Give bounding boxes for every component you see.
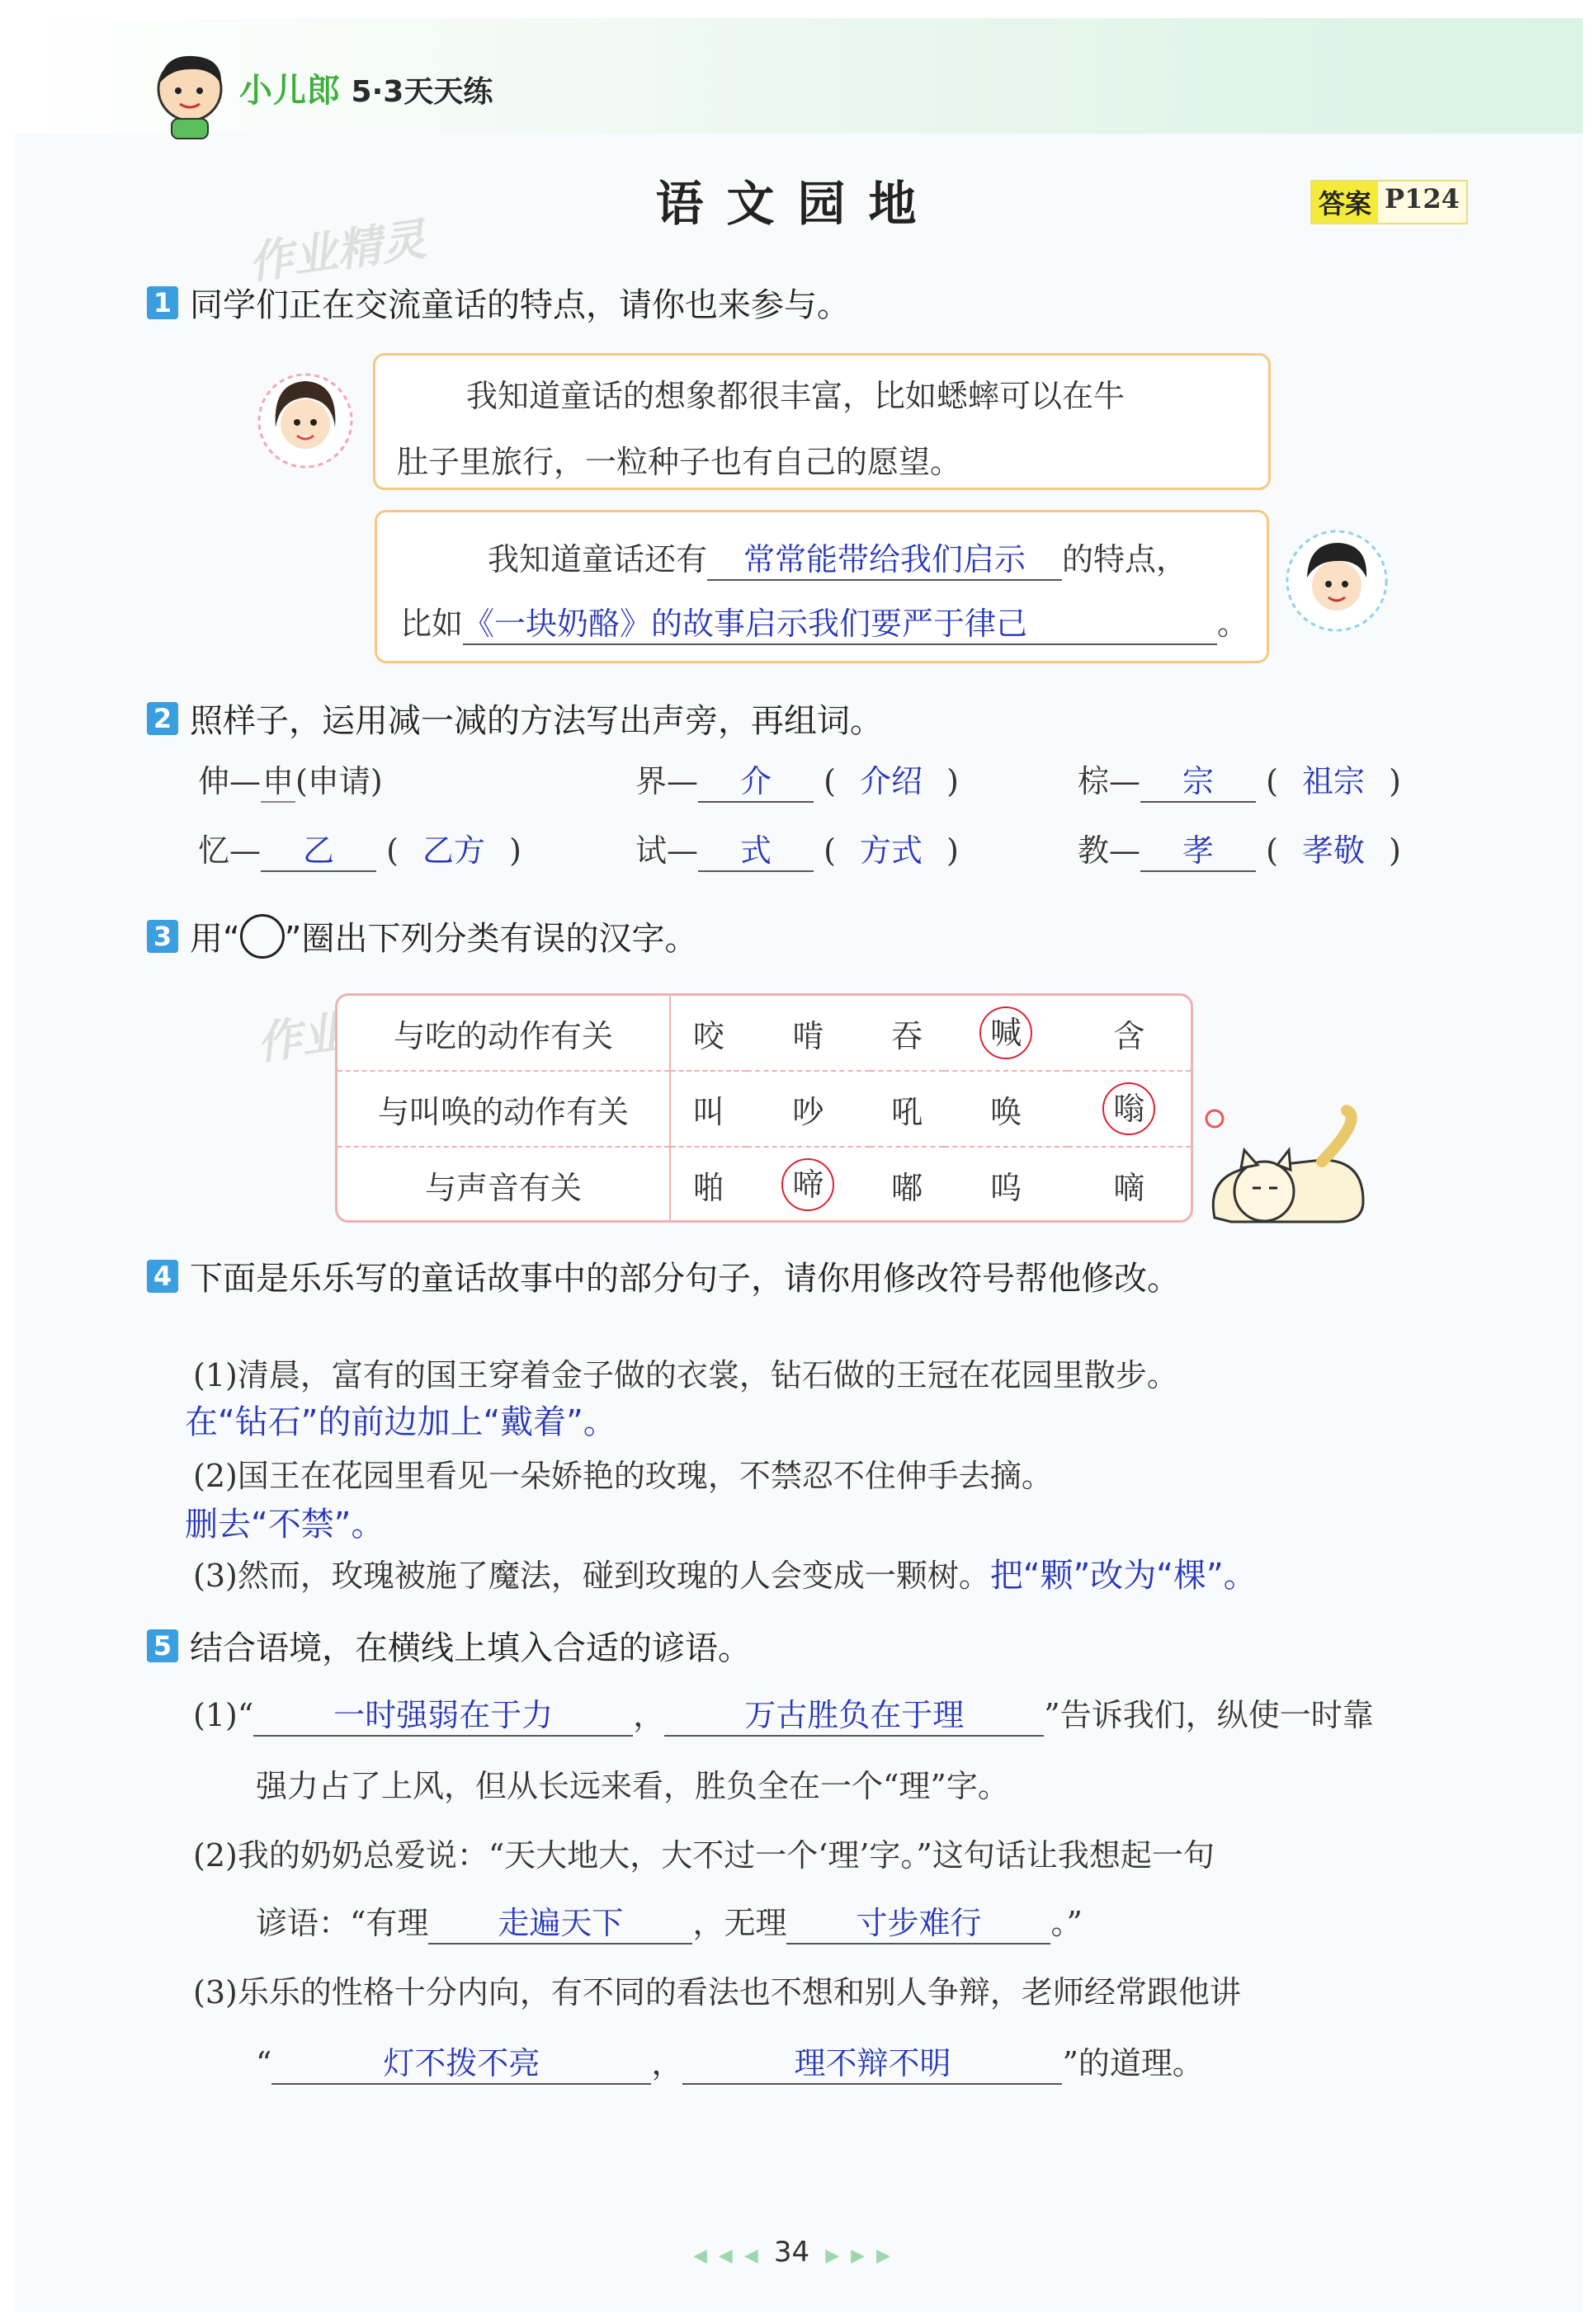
q4-sentence-2: (2)国王在花园里看见一朵娇艳的玫瑰，不禁忍不住伸手去摘。 xyxy=(193,1458,1053,1494)
q2-char: 棕 xyxy=(1078,763,1110,799)
q5-p2-line-2 xyxy=(256,1897,1083,1945)
q2-prompt: 照样子，运用减一减的方法写出声旁，再组词。 xyxy=(190,702,883,740)
q5-p3-answer-2[interactable]: 理不辩不明 xyxy=(682,2038,1062,2085)
watermark: 作业精灵 xyxy=(245,213,429,290)
category-cell: 与叫唤的动作有关 xyxy=(337,1071,670,1147)
boy-mid: 的特点， xyxy=(1062,541,1188,577)
q4-answer-3[interactable]: 把“颗”改为“棵”。 xyxy=(989,1557,1257,1595)
q5-p1-post: ”告诉我们，纵使一时靠 xyxy=(1044,1697,1374,1733)
q5-p1-line-1 xyxy=(193,1690,1374,1737)
q5-header xyxy=(147,1622,751,1669)
q2-sound: 申 xyxy=(261,756,295,803)
char-cell[interactable]: 呜 xyxy=(990,1169,1022,1206)
boy-end: 。 xyxy=(1217,606,1249,642)
answer-tag xyxy=(1310,180,1468,224)
q2-word-answer[interactable]: 乙方 xyxy=(422,832,485,869)
q2-char: 教 xyxy=(1078,832,1110,869)
q5-p2-post: 。” xyxy=(1050,1905,1083,1941)
char-cell[interactable]: 嘟 xyxy=(891,1169,923,1206)
q5-p3-line-1: (3)乐乐的性格十分内向，有不同的看法也不想和别人争辩，老师经常跟他讲 xyxy=(193,1974,1241,2011)
char-cell[interactable]: 啪 xyxy=(692,1169,724,1206)
q1-header xyxy=(147,279,850,326)
category-cell: 与吃的动作有关 xyxy=(337,996,670,1071)
char-cell[interactable]: 叫 xyxy=(692,1093,724,1130)
boy-line-2 xyxy=(400,598,1248,645)
q2-sound-answer[interactable]: 介 xyxy=(698,756,814,803)
q2-dash: — xyxy=(1109,832,1141,869)
q2-char: 忆 xyxy=(198,832,230,869)
q5-p3-answer-1[interactable]: 灯不拨不亮 xyxy=(271,2038,651,2085)
boy-answer-2[interactable]: 《一块奶酪》的故事启示我们要严于律己 xyxy=(463,598,1217,645)
q2-header xyxy=(147,695,883,742)
classification-table xyxy=(335,993,1193,1223)
char-cell[interactable]: 嘀 xyxy=(1113,1169,1145,1206)
q2-word: 申请 xyxy=(307,763,370,799)
boy-avatar-icon xyxy=(1284,528,1390,634)
char-cell[interactable]: 吼 xyxy=(891,1093,923,1130)
q2-word-answer[interactable]: 介绍 xyxy=(859,763,923,799)
q5-p2-answer-1[interactable]: 走遍天下 xyxy=(428,1897,692,1945)
table-row xyxy=(337,996,1191,1071)
q2-word-answer[interactable]: 祖宗 xyxy=(1301,763,1365,799)
page-footer xyxy=(0,2236,1595,2269)
boy-answer-1[interactable]: 常常能带给我们启示 xyxy=(707,534,1062,581)
char-cell[interactable]: 吵 xyxy=(792,1093,824,1130)
char-cell-circled[interactable] xyxy=(747,1147,870,1222)
q2-dash: — xyxy=(1109,763,1141,799)
q3-prompt-post: ”圈出下列分类有误的汉字。 xyxy=(284,920,698,958)
page-title: 语文园地 xyxy=(655,176,940,232)
q4-line-3 xyxy=(193,1549,1257,1596)
q2-sound-answer[interactable]: 式 xyxy=(698,825,814,872)
q5-p1-pre: (1)“ xyxy=(193,1697,254,1733)
q4-sentence-1: (1)清晨，富有的国王穿着金子做的衣裳，钻石做的王冠在花园里散步。 xyxy=(193,1357,1178,1393)
circled-char[interactable]: 啼 xyxy=(781,1158,834,1211)
char-cell[interactable]: 咬 xyxy=(692,1017,724,1054)
boy-pre: 我知道童话还有 xyxy=(488,541,708,577)
char-cell[interactable]: 含 xyxy=(1113,1017,1145,1054)
q2-item-1: 界— 介 ( 介绍 ) xyxy=(635,756,959,803)
q4-answer-2[interactable]: 删去“不禁”。 xyxy=(185,1506,385,1544)
q2-word-answer[interactable]: 孝敬 xyxy=(1301,832,1365,869)
q4-number: 4 xyxy=(147,1260,178,1293)
category-cell: 与声音有关 xyxy=(337,1147,670,1222)
right-arrows-icon: ▶▶▶ xyxy=(825,2246,902,2266)
brand-title xyxy=(239,64,493,111)
q5-p2-pre: 谚语：“有理 xyxy=(256,1905,429,1941)
boy-line-1 xyxy=(488,534,1187,581)
q3-number: 3 xyxy=(147,920,178,953)
q2-dash: — xyxy=(229,763,262,799)
girl-speech-bubble xyxy=(373,353,1271,490)
boy-pre-2: 比如 xyxy=(400,606,464,642)
q5-p2-mid: ，无理 xyxy=(692,1905,787,1941)
girl-avatar-icon xyxy=(257,370,353,472)
q2-number: 2 xyxy=(147,702,178,735)
q2-dash: — xyxy=(667,832,699,869)
q2-char: 试 xyxy=(635,832,668,869)
q2-char: 伸 xyxy=(198,763,230,799)
q5-p1-answer-2[interactable]: 万古胜负在于理 xyxy=(664,1690,1044,1737)
q5-number: 5 xyxy=(147,1629,178,1662)
char-cell-circled[interactable] xyxy=(944,996,1067,1071)
answer-tag-label: 答案 xyxy=(1312,181,1378,223)
page-number: 34 xyxy=(773,2236,810,2269)
boy-speech-bubble xyxy=(375,510,1269,663)
left-arrows-icon: ◀◀◀ xyxy=(693,2246,770,2266)
q4-header xyxy=(147,1252,1180,1299)
brand-series: 5·3天天练 xyxy=(351,75,493,109)
girl-line-2: 肚子里旅行，一粒种子也有自己的愿望。 xyxy=(397,444,962,480)
circled-char[interactable]: 喊 xyxy=(979,1006,1032,1059)
q2-word-answer[interactable]: 方式 xyxy=(859,832,923,869)
q2-item-5: 教— 孝 ( 孝敬 ) xyxy=(1078,825,1401,872)
q2-sound-answer[interactable]: 孝 xyxy=(1140,825,1256,872)
girl-line-1: 我知道童话的想象都很丰富，比如蟋蟀可以在牛 xyxy=(466,378,1125,414)
q2-item-4: 试— 式 ( 方式 ) xyxy=(635,825,959,872)
char-cell[interactable]: 啃 xyxy=(792,1017,824,1054)
q2-sound-answer[interactable]: 乙 xyxy=(261,825,376,872)
char-cell[interactable]: 吞 xyxy=(891,1017,923,1054)
q5-p3-post: ”的道理。 xyxy=(1062,2045,1204,2081)
table-row xyxy=(337,1147,1191,1222)
q5-p1-comma: ， xyxy=(633,1697,665,1733)
q2-dash: — xyxy=(667,763,699,799)
boy-mascot-icon xyxy=(147,49,233,140)
q3-prompt-pre: 用“ xyxy=(190,920,240,958)
char-cell[interactable]: 唤 xyxy=(990,1093,1022,1130)
q2-dash: — xyxy=(229,832,262,869)
q2-item-0: 伸—申(申请) xyxy=(198,756,383,803)
answer-tag-page: P124 xyxy=(1378,181,1466,223)
q5-p2-answer-2[interactable]: 寸步难行 xyxy=(786,1897,1050,1945)
q4-answer-1[interactable]: 在“钻石”的前边加上“戴着”。 xyxy=(185,1403,616,1441)
table-row xyxy=(337,1071,1191,1147)
q5-p2-line-1: (2)我的奶奶总爱说：“天大地大，大不过一个‘理’字。”这句话让我想起一句 xyxy=(193,1837,1215,1874)
q5-p3-pre: “ xyxy=(256,2045,272,2081)
q2-sound-answer[interactable]: 宗 xyxy=(1140,756,1256,803)
q5-p1-answer-1[interactable]: 一时强弱在于力 xyxy=(253,1690,633,1737)
q4-sentence-3: (3)然而，玫瑰被施了魔法，碰到玫瑰的人会变成一颗树。 xyxy=(193,1558,990,1594)
q2-item-3: 忆— 乙 ( 乙方 ) xyxy=(198,825,521,872)
brand-logo: 小儿郎 xyxy=(239,72,341,110)
q3-header xyxy=(147,912,697,959)
circle-symbol-icon xyxy=(240,914,285,959)
q5-p1-line-2: 强力占了上风，但从长远来看，胜负全在一个“理”字。 xyxy=(256,1768,1009,1804)
q2-char: 界 xyxy=(635,763,668,799)
q1-prompt: 同学们正在交流童话的特点，请你也来参与。 xyxy=(190,286,850,324)
q2-item-2: 棕— 宗 ( 祖宗 ) xyxy=(1078,756,1401,803)
q5-prompt: 结合语境，在横线上填入合适的谚语。 xyxy=(190,1629,751,1667)
char-cell-circled[interactable] xyxy=(1068,1071,1191,1147)
q5-p3-comma: ， xyxy=(651,2045,683,2081)
cat-mascot-icon xyxy=(1198,1102,1380,1226)
q4-prompt: 下面是乐乐写的童话故事中的部分句子，请你用修改符号帮他修改。 xyxy=(190,1260,1180,1298)
q5-p3-line-2 xyxy=(256,2038,1204,2085)
q1-number: 1 xyxy=(147,286,178,319)
circled-char[interactable]: 嗡 xyxy=(1102,1082,1155,1135)
